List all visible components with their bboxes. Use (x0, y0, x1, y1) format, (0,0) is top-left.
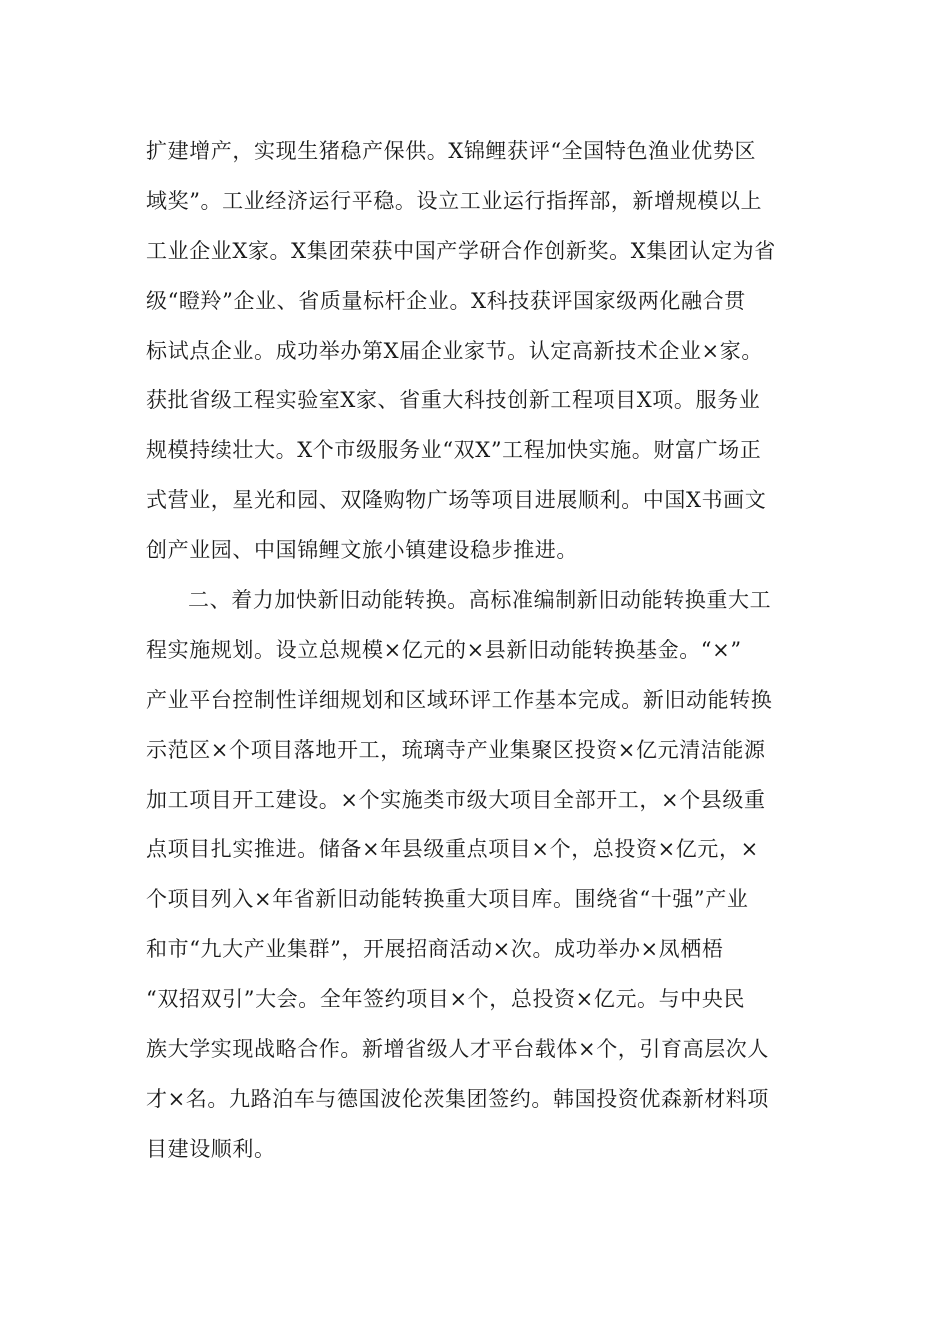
text-line: 域奖”。工业经济运行平稳。设立工业运行指挥部，新增规模以上 (146, 188, 763, 213)
section-heading-line: 二、着力加快新旧动能转换。高标准编制新旧动能转换重大工 (188, 588, 772, 613)
text-line: 创产业园、中国锦鲤文旅小镇建设稳步推进。 (146, 538, 578, 563)
body-text (146, 127, 806, 1175)
text-line: “双招双引”大会。全年签约项目×个，总投资×亿元。与中央民 (146, 987, 746, 1012)
text-line: 加工项目开工建设。×个实施类市级大项目全部开工，×个县级重 (146, 787, 766, 812)
text-line: 个项目列入×年省新旧动能转换重大项目库。围绕省“十强”产业 (146, 887, 749, 912)
text-line: 工业企业X家。X集团荣获中国产学研合作创新奖。X集团认定为省 (146, 238, 776, 263)
text-line: 扩建增产，实现生猪稳产保供。X锦鲤获评“全国特色渔业优势区 (146, 139, 757, 163)
text-line: 级“瞪羚”企业、省质量标杆企业。X科技获评国家级两化融合贯 (146, 288, 746, 313)
text-line: 族大学实现战略合作。新增省级人才平台载体×个，引育高层次人 (146, 1037, 769, 1062)
text-line: 目建设顺利。 (146, 1136, 276, 1161)
text-line: 点项目扎实推进。储备×年县级重点项目×个，总投资×亿元，× (146, 837, 759, 862)
text-line: 式营业，星光和园、双隆购物广场等项目进展顺利。中国X书画文 (146, 488, 767, 513)
text-line: 程实施规划。设立总规模×亿元的×县新旧动能转换基金。“×” (146, 637, 742, 662)
text-line: 规模持续壮大。X个市级服务业“双X”工程加快实施。财富广场正 (146, 438, 762, 463)
text-line: 产业平台控制性详细规划和区域环评工作基本完成。新旧动能转换 (146, 687, 773, 712)
text-line: 才×名。九路泊车与德国波伦茨集团签约。韩国投资优森新材料项 (146, 1086, 769, 1111)
text-line: 获批省级工程实验室X家、省重大科技创新工程项目X项。服务业 (146, 388, 761, 413)
text-line: 标试点企业。成功举办第X届企业家节。认定高新技术企业×家。 (146, 338, 763, 363)
text-line: 示范区×个项目落地开工，琉璃寺产业集聚区投资×亿元清洁能源 (146, 737, 766, 762)
text-line: 和市“九大产业集群”，开展招商活动×次。成功举办×凤栖梧 (146, 937, 724, 962)
